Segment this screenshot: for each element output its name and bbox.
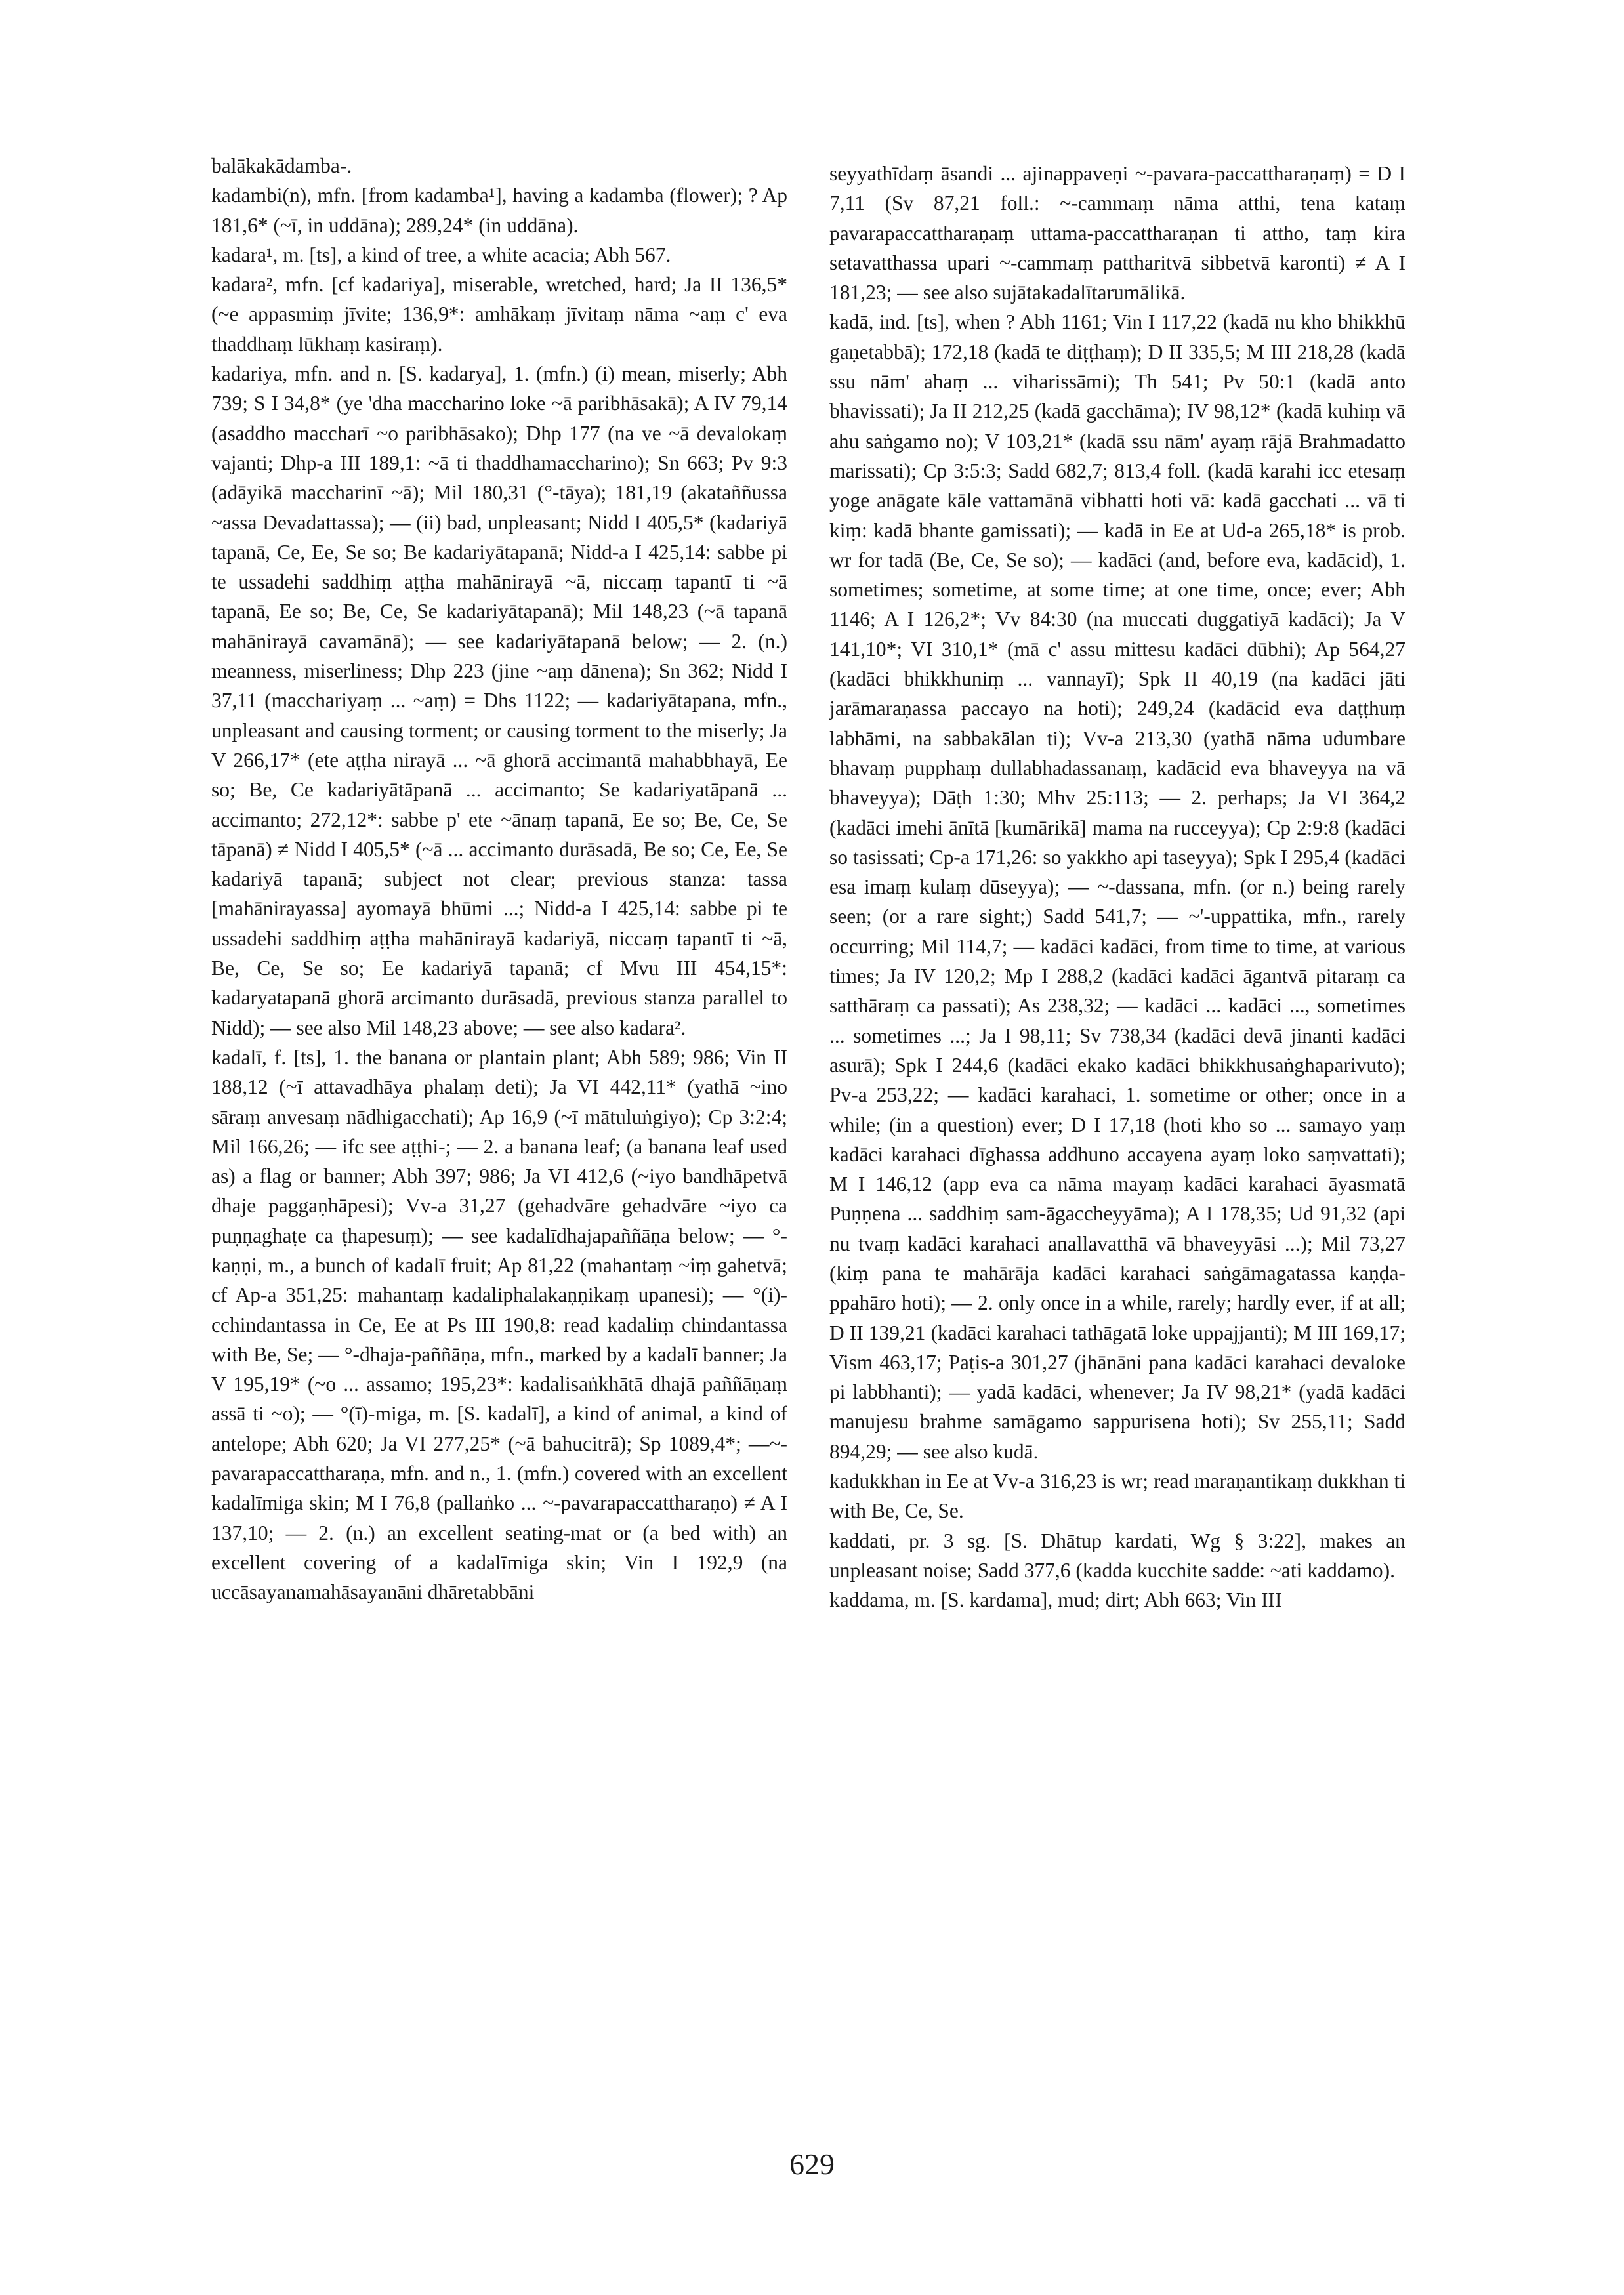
right-column <box>829 159 1405 1615</box>
entry-kadukkhan: kadukkhan in Ee at Vv-a 316,23 is wr; read maraṇantikaṃ dukkhan ti with Be, Ce, Se. <box>829 1470 1405 1523</box>
page-number: 629 <box>789 2147 835 2181</box>
entry-kadariya: kadariya, mfn. and n. [S. kadarya], 1. (mfn.) (i) mean, miserly; Abh 739; S I 34,8* (ye 'dha maccharino loke ~ā paribhāsakā); A IV 79,14 (asaddho maccharī ~o paribhāsako); Dhp 177 (na ve ~ā devalokaṃ vajanti; Dhp-a III 189,1: ~ā ti thaddhamaccharino); Sn 663; Pv 9:3 (adāyikā maccharinī ~ā); Mil 180,31 (°-tāya); 181,19 (akataññussa ~assa Devadattassa); — (ii) bad, unpleasant; Nidd I 405,5* (kadariyā tapanā, Ce, Ee, Se so; Be kadariyātapanā; Nidd-a I 425,14: sabbe pi te ussadehi saddhiṃ aṭṭha mahānirayā ~ā, niccaṃ tapantī ti ~ā tapanā, Ee so; Be, Ce, Se kadariyātapanā); Mil 148,23 (~ā tapanā mahānirayā cavamānā); — see kadariyātapanā below; — 2. (n.) meanness, miserliness; Dhp 223 (jine ~aṃ dānena); Sn 362; Nidd I 37,11 (macchariyaṃ ... ~aṃ) = Dhs 1122; — kadariyātapana, mfn., unpleasant and causing torment; or causing torment to the miserly; Ja V 266,17* (ete aṭṭha nirayā ... ~ā ghorā accimantā mahabbhayā, Ee so; Be, Ce kadariyātāpanā ... accimanto; Se kadariyatāpanā ... accimanto; 272,12*: sabbe p' ete ~ānaṃ tapanā, Ee so; Be, Ce, Se tāpanā) ≠ Nidd I 405,5* (~ā ... accimanto durāsadā, Be so; Ce, Ee, Se kadariyā tapanā; subject not clear; previous stanza: tassa [mahānirayassa] ayomayā bhūmi ...; Nidd-a I 425,14: sabbe pi te ussadehi saddhiṃ aṭṭha mahānirayā kadariyā, niccaṃ tapantī ti ~ā, Be, Ce, Se so; Ee kadariyā tapanā; cf Mvu III 454,15*: kadaryatapanā ghorā arcimanto durāsadā, previous stanza parallel to Nidd); — see also Mil 148,23 above; — see also kadara². <box>211 362 787 1039</box>
left-column <box>211 151 787 1607</box>
entry-kada: kadā, ind. [ts], when ? Abh 1161; Vin I 117,22 (kadā nu kho bhikkhū gaṇetabbā); 172,18 (kadā te diṭṭhaṃ); D II 335,5; M III 218,28 (kadā ssu nām' ahaṃ ... viharissāmi); Th 541; Pv 50:1 (kadā anto bhavissati); Ja II 212,25 (kadā gacchāma); IV 98,12* (kadā kuhiṃ vā ahu saṅgamo no); V 103,21* (kadā ssu nām' ayaṃ rājā Brahmadatto marissati); Cp 3:5:3; Sadd 682,7; 813,4 foll. (kadā karahi icc etesaṃ yoge anāgate kāle vattamānā vibhatti hoti vā: kadā gacchati ... vā ti kiṃ: kadā bhante gamissati); — kadā in Ee at Ud-a 265,18* is prob. wr for tadā (Be, Ce, Se so); — kadāci (and, before eva, kadācid), 1. sometimes; sometime, at some time; at one time, once; ever; Abh 1146; A I 126,2*; Vv 84:30 (na muccati duggatiyā kadāci); Ja V 141,10*; VI 310,1* (mā c' assu mittesu kadāci dūbhi); Ap 564,27 (kadāci bhikkhuniṃ ... vannayī); Spk II 40,19 (na kadāci jāti jarāmaraṇassa paccayo na hoti); 249,24 (kadācid eva daṭṭhuṃ labhāmi, na sabbakālan ti); Vv-a 213,30 (yathā nāma udumbare bhavaṃ pupphaṃ dullabhadassanaṃ, kadācid eva bhaveyya na vā bhaveyya); Dāṭh 1:30; Mhv 25:113; — 2. perhaps; Ja VI 364,2 (kadāci imehi ānītā [kumārikā] mama na rucceyya); Cp 2:9:8 (kadāci so tasissati; Cp-a 171,26: so yakkho api taseyya); Spk I 295,4 (kadāci esa imaṃ kulaṃ dūseyya); — ~-dassana, mfn. (or n.) being rarely seen; (or a rare sight;) Sadd 541,7; — ~'-uppattika, mfn., rarely occurring; Mil 114,7; — kadāci kadāci, from time to time, at various times; Ja IV 120,2; Mp I 288,2 (kadāci kadāci āgantvā pitaraṃ ca satthāraṃ ca passati); As 238,32; — kadāci ... kadāci ..., sometimes ... sometimes ...; Ja I 98,11; Sv 738,34 (kadāci devā jinanti kadāci asurā); Spk I 244,6 (kadāci ekako kadāci bhikkhusaṅghaparivuto); Pv-a 253,22; — kadāci karahaci, 1. sometime or other; once in a while; (in a question) ever; D I 17,18 (hoti kho so ... samayo yaṃ kadāci karahaci dīghassa addhuno accayena ayaṃ loko saṃvattati); M I 146,12 (app eva ca nāma mayaṃ kadāci karahaci āyasmatā Puṇṇena ... saddhiṃ sam-āgaccheyyāma); A I 178,35; Ud 91,32 (api nu tvaṃ kadāci karahaci anallavatthā vā bhaveyyāsi ...); Mil 73,27 (kiṃ pana te mahārāja kadāci karahaci saṅgāmagatassa kaṇḍa-ppahāro hoti); — 2. only once in a while, rarely; hardly ever, if at all; D II 139,21 (kadāci karahaci tathāgatā loke uppajjanti); M III 169,17; Vism 463,17; Paṭis-a 301,27 (jhānāni pana kadāci karahaci devaloke pi labbhanti); — yadā kadāci, whenever; Ja IV 98,21* (yadā kadāci manujesu brahme samāgamo sappurisena hoti); Sv 255,11; Sadd 894,29; — see also kudā. <box>829 310 1405 1463</box>
entry-kadambi: kadambi(n), mfn. [from kadamba¹], having a kadamba (flower); ? Ap 181,6* (~ī, in uddāna); 289,24* (in uddāna). <box>211 184 787 237</box>
entry-kadali: kadalī, f. [ts], 1. the banana or plantain plant; Abh 589; 986; Vin II 188,12 (~ī attavadhāya phalaṃ deti); Ja VI 442,11* (yathā ~ino sāraṃ anvesaṃ nādhigacchati); Ap 16,9 (~ī mātuluṅgiyo); Cp 3:2:4; Mil 166,26; — ifc see aṭṭhi-; — 2. a banana leaf; (a banana leaf used as) a flag or banner; Abh 397; 986; Ja VI 412,6 (~iyo bandhāpetvā dhaje paggaṇhāpesi); Vv-a 31,27 (gehadvāre gehadvāre ~iyo ca puṇṇaghaṭe ca ṭhapesuṃ); — see kadalīdhajapaññāṇa below; — °-kaṇṇi, m., a bunch of kadalī fruit; Ap 81,22 (mahantaṃ ~iṃ gahetvā; cf Ap-a 351,25: mahantaṃ kadaliphalakaṇṇikaṃ upanesi); — °(i)-cchindantassa in Ce, Ee at Ps III 190,8: read kadaliṃ chindantassa with Be, Se; — °-dhaja-paññāṇa, mfn., marked by a kadalī banner; Ja V 195,19* (~o ... assamo; 195,23*: kadalisaṅkhātā dhajā paññāṇaṃ assā ti ~o); — °(ī)-miga, m. [S. kadalī], a kind of animal, a kind of antelope; Abh 620; Ja VI 277,25* (~ā bahucitrā); Sp 1089,4*; —~-pavarapaccattharaṇa, mfn. and n., 1. (mfn.) covered with an excellent kadalīmiga skin; M I 76,8 (pallaṅko ... ~-pavarapaccattharaṇo) ≠ A I 137,10; — 2. (n.) an excellent seating-mat or (a bed with) an excellent covering of a kadalīmiga skin; Vin I 192,9 (na uccāsayanamahāsayanāni dhāretabbāni <box>211 1045 787 1604</box>
entry-fragment-balakakadamba: balākakādamba-. <box>211 154 352 177</box>
entry-kadara-1: kadara¹, m. [ts], a kind of tree, a white acacia; Abh 567. <box>211 243 671 266</box>
entry-kaddama: kaddama, m. [S. kardama], mud; dirt; Abh 663; Vin III <box>829 1588 1282 1612</box>
entry-kaddati: kaddati, pr. 3 sg. [S. Dhātup kardati, Wg § 3:22], makes an unpleasant noise; Sadd 377,6 (kadda kucchite sadde: ~ati kaddamo). <box>829 1529 1405 1582</box>
entry-kadali-continued: seyyathīdaṃ āsandi ... ajinappaveṇi ~-pavara-paccattharaṇaṃ) = D I 7,11 (Sv 87,21 foll.: ~-cammaṃ nāma atthi, tena kataṃ pavarapaccattharaṇaṃ uttama-paccattharaṇan ti attho, taṃ kira setavatthassa upari ~-cammaṃ pattharitvā sibbetvā karonti) ≠ A I 181,23; — see also sujātakadalītarumālikā. <box>829 162 1405 304</box>
entry-kadara-2: kadara², mfn. [cf kadariya], miserable, wretched, hard; Ja II 136,5* (~e appasmiṃ jīvite; 136,9*: amhākaṃ jīvitaṃ nāma ~aṃ c' eva thaddhaṃ lūkhaṃ kasiraṃ). <box>211 273 787 356</box>
